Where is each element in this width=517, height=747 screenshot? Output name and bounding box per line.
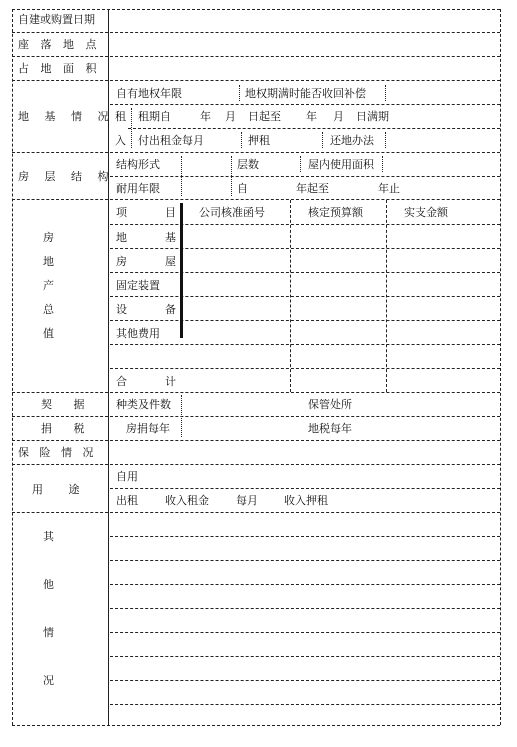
land-info-label: 地 基 情 况 — [18, 110, 109, 123]
total-label: 计 — [165, 375, 176, 388]
year-end-label: 年止 — [378, 182, 400, 195]
field-line — [110, 80, 500, 81]
field-line — [128, 128, 500, 129]
field-line — [110, 368, 500, 369]
field-line — [110, 104, 500, 105]
month-label: 月 — [333, 110, 344, 123]
table-row-label: 地 — [116, 231, 127, 244]
rent-char: 入 — [115, 134, 126, 147]
acquire-date-label: 自建或购置日期 — [18, 13, 95, 26]
year-label: 年 — [200, 110, 211, 123]
lease-label: 出租 — [116, 494, 138, 507]
total-value-char: 房 — [43, 231, 54, 244]
field-line — [110, 344, 500, 345]
frame-bottom — [12, 725, 500, 726]
divider — [322, 132, 323, 148]
structure-form-label: 结构形式 — [116, 158, 160, 171]
field-line — [110, 320, 500, 321]
return-method-label: 还地办法 — [330, 134, 374, 147]
field-line — [110, 272, 500, 273]
table-row-label: 设 — [116, 303, 127, 316]
divider — [300, 156, 301, 172]
row-sep — [12, 464, 108, 465]
field-line — [110, 56, 500, 57]
field-line — [110, 440, 500, 441]
row-sep — [12, 392, 108, 393]
field-line — [110, 680, 500, 681]
table-row-label: 屋 — [165, 255, 176, 268]
divider — [382, 156, 383, 172]
frame-right — [500, 9, 501, 725]
divider — [181, 395, 182, 437]
usage-label: 用 途 — [32, 483, 80, 496]
frame-left — [12, 9, 13, 725]
row-sep — [12, 440, 108, 441]
deed-label: 契 据 — [41, 398, 85, 411]
table-row-label: 基 — [165, 231, 176, 244]
deposit-label: 押租 — [248, 134, 270, 147]
table-row-label: 固定装置 — [116, 279, 160, 292]
table-row-label: 其他费用 — [116, 327, 160, 340]
table-row-label: 房 — [116, 255, 127, 268]
field-line — [110, 632, 500, 633]
self-use-label: 自用 — [116, 470, 138, 483]
rent-char: 租 — [115, 110, 126, 123]
other-char: 况 — [43, 674, 54, 687]
expire-day-label: 日满期 — [356, 110, 389, 123]
monthly-label: 每月 — [236, 494, 258, 507]
from-label: 自 — [237, 182, 248, 195]
service-life-label: 耐用年限 — [116, 182, 160, 195]
divider — [241, 132, 242, 148]
field-line — [110, 656, 500, 657]
insurance-label: 保 险 情 况 — [18, 446, 94, 459]
year-label: 年 — [306, 110, 317, 123]
types-count-label: 种类及件数 — [116, 398, 171, 411]
expire-compensation-label: 地权期满时能否收回补偿 — [245, 87, 366, 100]
floors-label: 层数 — [237, 158, 259, 171]
table-header: 目 — [165, 206, 176, 219]
row-sep — [12, 416, 108, 417]
own-term-label: 自有地权年限 — [116, 87, 182, 100]
indoor-area-label: 屋内使用面积 — [308, 158, 374, 171]
divider — [231, 156, 232, 196]
from-day-label: 日起至 — [248, 110, 281, 123]
divider — [239, 85, 240, 101]
lease-period-label: 租期自 — [138, 110, 171, 123]
field-line — [110, 536, 500, 537]
field-line — [110, 199, 500, 200]
house-structure-label: 房 层 结 构 — [18, 170, 109, 183]
row-sep — [12, 32, 108, 33]
total-value-char: 值 — [43, 327, 54, 340]
field-line — [110, 464, 500, 465]
divider — [385, 85, 386, 101]
row-sep — [12, 80, 108, 81]
total-value-char: 总 — [43, 303, 54, 316]
field-line — [110, 584, 500, 585]
field-line — [110, 560, 500, 561]
table-column-divider — [180, 203, 183, 338]
field-line — [110, 176, 500, 177]
table-row-label: 备 — [165, 303, 176, 316]
table-header: 核定预算额 — [308, 206, 363, 219]
tax-label: 捐 税 — [41, 422, 85, 435]
field-line — [110, 392, 500, 393]
total-value-char: 地 — [43, 255, 54, 268]
other-char: 他 — [43, 578, 54, 591]
row-sep — [12, 199, 108, 200]
income-rent-label: 收入租金 — [165, 494, 209, 507]
pay-rent-label: 付出租金每月 — [138, 134, 204, 147]
field-line — [110, 488, 500, 489]
row-sep — [12, 56, 108, 57]
field-line — [110, 224, 500, 225]
year-start-label: 年起至 — [296, 182, 329, 195]
custody-label: 保管处所 — [308, 398, 352, 411]
row-sep — [12, 512, 108, 513]
other-char: 其 — [43, 530, 54, 543]
field-line — [110, 248, 500, 249]
field-line — [110, 704, 500, 705]
land-tax-label: 地税每年 — [308, 422, 352, 435]
month-label: 月 — [225, 110, 236, 123]
house-tax-label: 房捐每年 — [126, 422, 170, 435]
land-area-label: 占 地 面 积 — [18, 62, 97, 75]
total-label: 合 — [116, 375, 127, 388]
table-header: 实支金额 — [404, 206, 448, 219]
table-column-divider — [290, 200, 291, 392]
table-column-divider — [386, 200, 387, 392]
row-sep — [12, 152, 108, 153]
divider — [181, 156, 182, 196]
field-line — [110, 152, 500, 153]
table-header: 公司核准函号 — [199, 206, 265, 219]
location-label: 座 落 地 点 — [18, 38, 97, 51]
income-deposit-label: 收入押租 — [284, 494, 328, 507]
field-line — [110, 512, 500, 513]
total-value-char: 产 — [43, 279, 54, 292]
field-line — [110, 32, 500, 33]
other-char: 情 — [43, 626, 54, 639]
table-header: 项 — [116, 206, 127, 219]
field-line — [110, 608, 500, 609]
frame-top — [12, 9, 500, 10]
field-line — [110, 416, 500, 417]
divider — [385, 132, 386, 148]
field-line — [110, 296, 500, 297]
divider — [131, 108, 132, 148]
